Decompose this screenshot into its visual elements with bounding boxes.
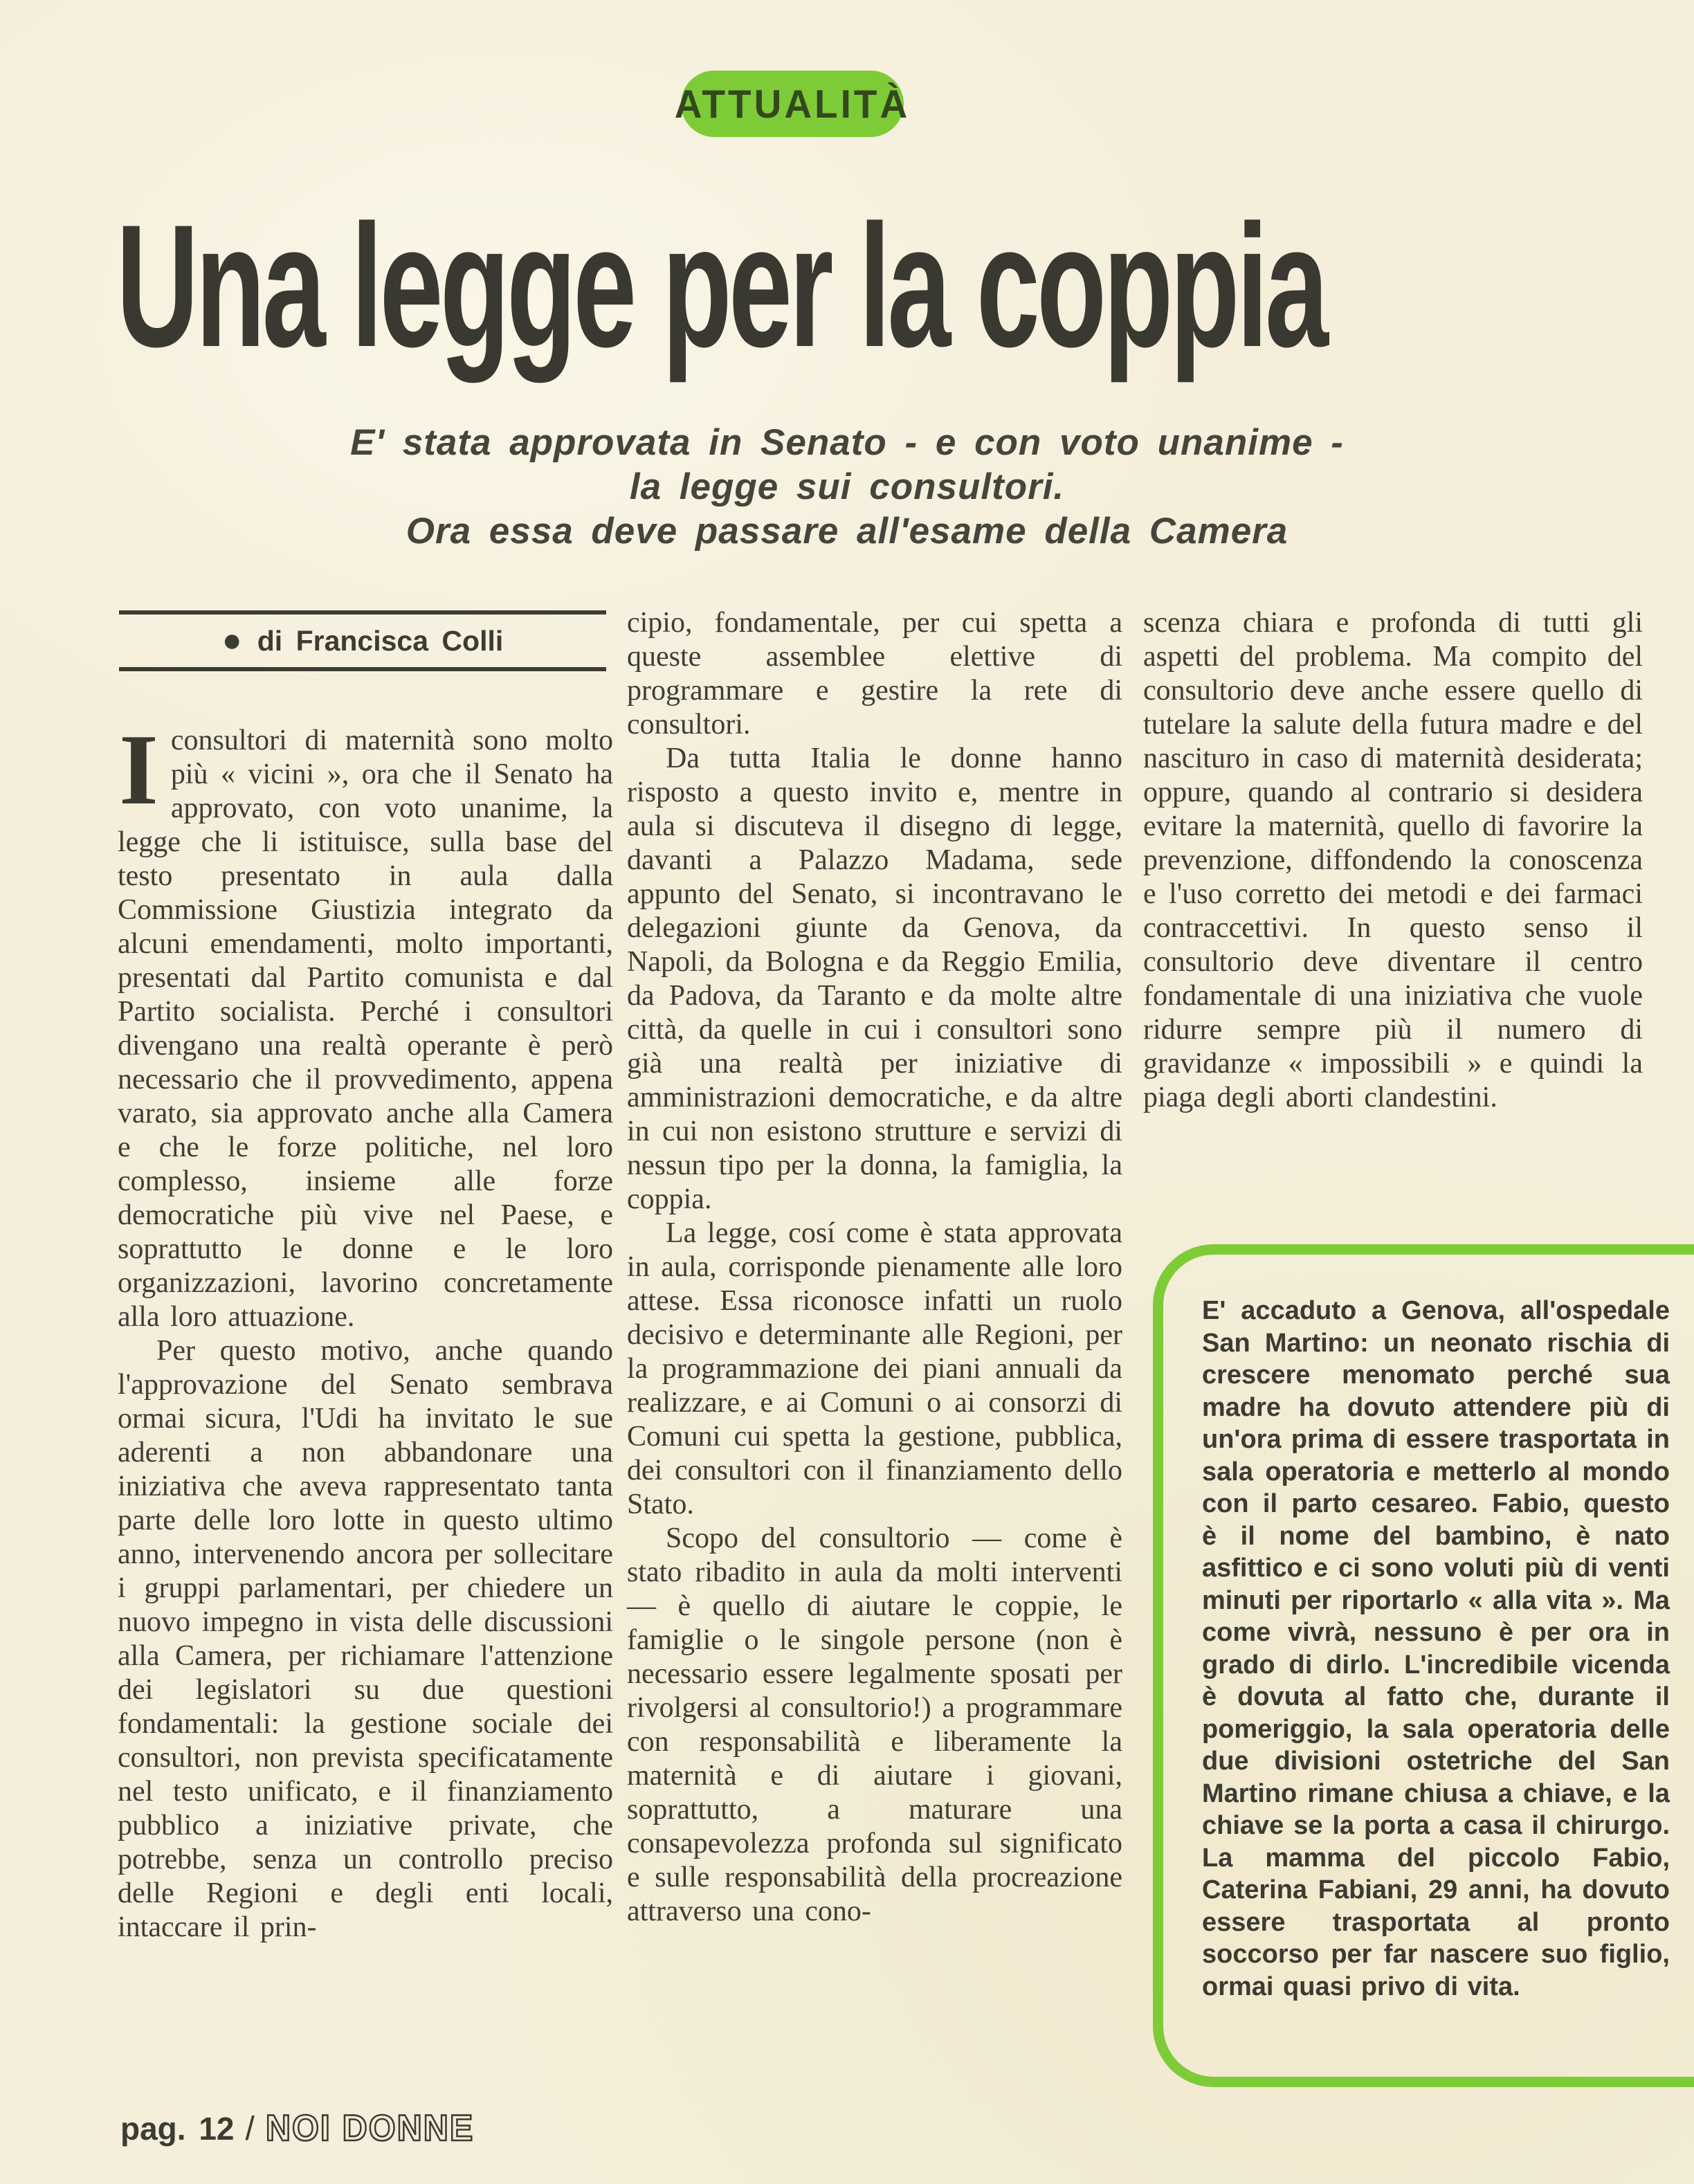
article-subtitle <box>155 421 1539 554</box>
paragraph: Da tutta Italia le donne hanno risposto a questo invito e, mentre in aula si discuteva il disegno di legge, davanti a Palazzo Madama, sede appunto del Senato, si incontravano le delegazioni giunte da Genova, da Napoli, da Bologna e da Reggio Emilia, da Padova, da Taranto e da molte altre città, da quelle in cui i consultori sono già una realtà per iniziative di amministrazioni democratiche, e da altre in cui non esistono strutture e servizi di nessun tipo per la donna, la famiglia, la coppia. <box>627 743 1122 1215</box>
article-column-3 <box>1143 606 1643 1115</box>
paragraph-text: consultori di maternità sono molto più « vicini », ora che il Senato ha approvato, con voto unanime, la legge che li istituisce, sulla base del testo presentato in aula dalla Commissione Giustizia integrato da alcuni emendamenti, molto importanti, presentati dal Partito comunista e dal Partito socialista. Perché i consultori divengano una realtà operante è però necessario che il provvedimento, appena varato, sia approvato anche alla Camera e che le forze politiche, nel loro complesso, insieme alle forze democratiche più vive nel Paese, e soprattutto le donne e le loro organizzazioni, lavorino concretamente alla loro attuazione. <box>118 725 613 1333</box>
category-badge <box>674 71 911 137</box>
byline-bullet-icon: ● <box>221 622 242 659</box>
drop-cap: I <box>119 713 158 826</box>
subtitle-line: E' stata approvata in Senato - e con voto unanime - <box>350 422 1344 463</box>
page-footer <box>120 2108 474 2148</box>
article-headline: Una legge per la coppia <box>116 189 1326 383</box>
paragraph: Scopo del consultorio — come è stato ribadito in aula da molti interventi — è quello di aiutare le coppie, le famiglie o le singole persone (non è necessario essere legalmente sposati per rivolgersi al consultorio!) a programmare con responsabilità e liberamente la maternità e di aiutare i giovani, soprattutto, a maturare una consapevolezza profonda sul significato e sulle responsabilità della procreazione attraverso una cono- <box>627 1522 1122 1927</box>
magazine-logo: NOI DONNE <box>265 2107 475 2149</box>
subtitle-line: la legge sui consultori. <box>629 466 1065 507</box>
paragraph: La legge, cosí come è stata approvata in aula, corrisponde pienamente alle loro attese. Essa riconosce infatti un ruolo decisivo e determinante alle Regioni, per la programmazione dei piani annuali da realizzare, e ai Comuni o ai consorzi di Comuni cui spetta la gestione, pubblica, dei consultori con il finanziamento dello Stato. <box>627 1217 1122 1520</box>
byline-block <box>119 610 606 671</box>
article-column-1 <box>118 713 613 1945</box>
byline-author: di Francisca Colli <box>257 624 504 657</box>
byline <box>119 615 606 667</box>
paragraph: scenza chiara e profonda di tutti gli aspetti del problema. Ma compito del consultorio deve anche essere quello di tutelare la salute della futura madre e del nascituro in caso di maternità desiderata; oppure, quando al contrario si desidera evitare la maternità, quello di favorire la prevenzione, diffondendo la conoscenza e l'uso corretto dei metodi e dei farmaci contraccettivi. In questo senso il consultorio deve diventare il centro fondamentale di una iniziativa che vuole ridurre sempre più il numero di gravidanze « impossibili » e quindi la piaga degli aborti clandestini. <box>1143 607 1643 1113</box>
byline-rule-bottom <box>119 667 606 671</box>
category-badge-label: ATTUALITÀ <box>674 81 911 127</box>
article-column-2 <box>627 606 1122 1929</box>
paragraph <box>118 713 613 1334</box>
highlight-box-text: E' accaduto a Genova, all'ospedale San Martino: un neonato rischia di crescere menomato perché sua madre ha dovuto attendere più di un'ora prima di essere trasportata in sala operatoria e metterlo al mondo con il parto cesareo. Fabio, questo è il nome del bambino, è nato asfittico e ci sono voluti più di venti minuti per riportarlo « alla vita ». Ma come vivrà, nessuno è per ora in grado di dirlo. L'incredibile vicenda è dovuta al fatto che, durante il pomeriggio, la sala operatoria delle due divisioni ostetriche del San Martino rimane chiusa a chiave, e la chiave se la porta a casa il chirurgo. La mamma del piccolo Fabio, Caterina Fabiani, 29 anni, ha dovuto essere trasportata al pronto soccorso per far nascere suo figlio, ormai quasi privo di vita. <box>1202 1296 1670 2001</box>
page-number: pag. 12 <box>120 2111 235 2147</box>
footer-separator: / <box>245 2111 255 2147</box>
paragraph: cipio, fondamentale, per cui spetta a queste assemblee elettive di programmare e gestire la rete di consultori. <box>627 607 1122 740</box>
paragraph: Per questo motivo, anche quando l'approvazione del Senato sembrava ormai sicura, l'Udi ha invitato le sue aderenti a non abbandonare una iniziativa che aveva rappresentato tanta parte delle loro lotte in questo ultimo anno, intervenendo ancora per sollecitare i gruppi parlamentari, per chiedere un nuovo impegno in vista delle discussioni alla Camera, per richiamare l'attenzione dei legislatori su due questioni fondamentali: la gestione sociale dei consultori, non prevista specificatamente nel testo unificato, e il finanziamento pubblico a iniziative private, che potrebbe, senza un controllo preciso delle Regioni e degli enti locali, intaccare il prin- <box>118 1335 613 1943</box>
highlight-box <box>1153 1244 1694 2087</box>
subtitle-line: Ora essa deve passare all'esame della Camera <box>406 511 1288 552</box>
